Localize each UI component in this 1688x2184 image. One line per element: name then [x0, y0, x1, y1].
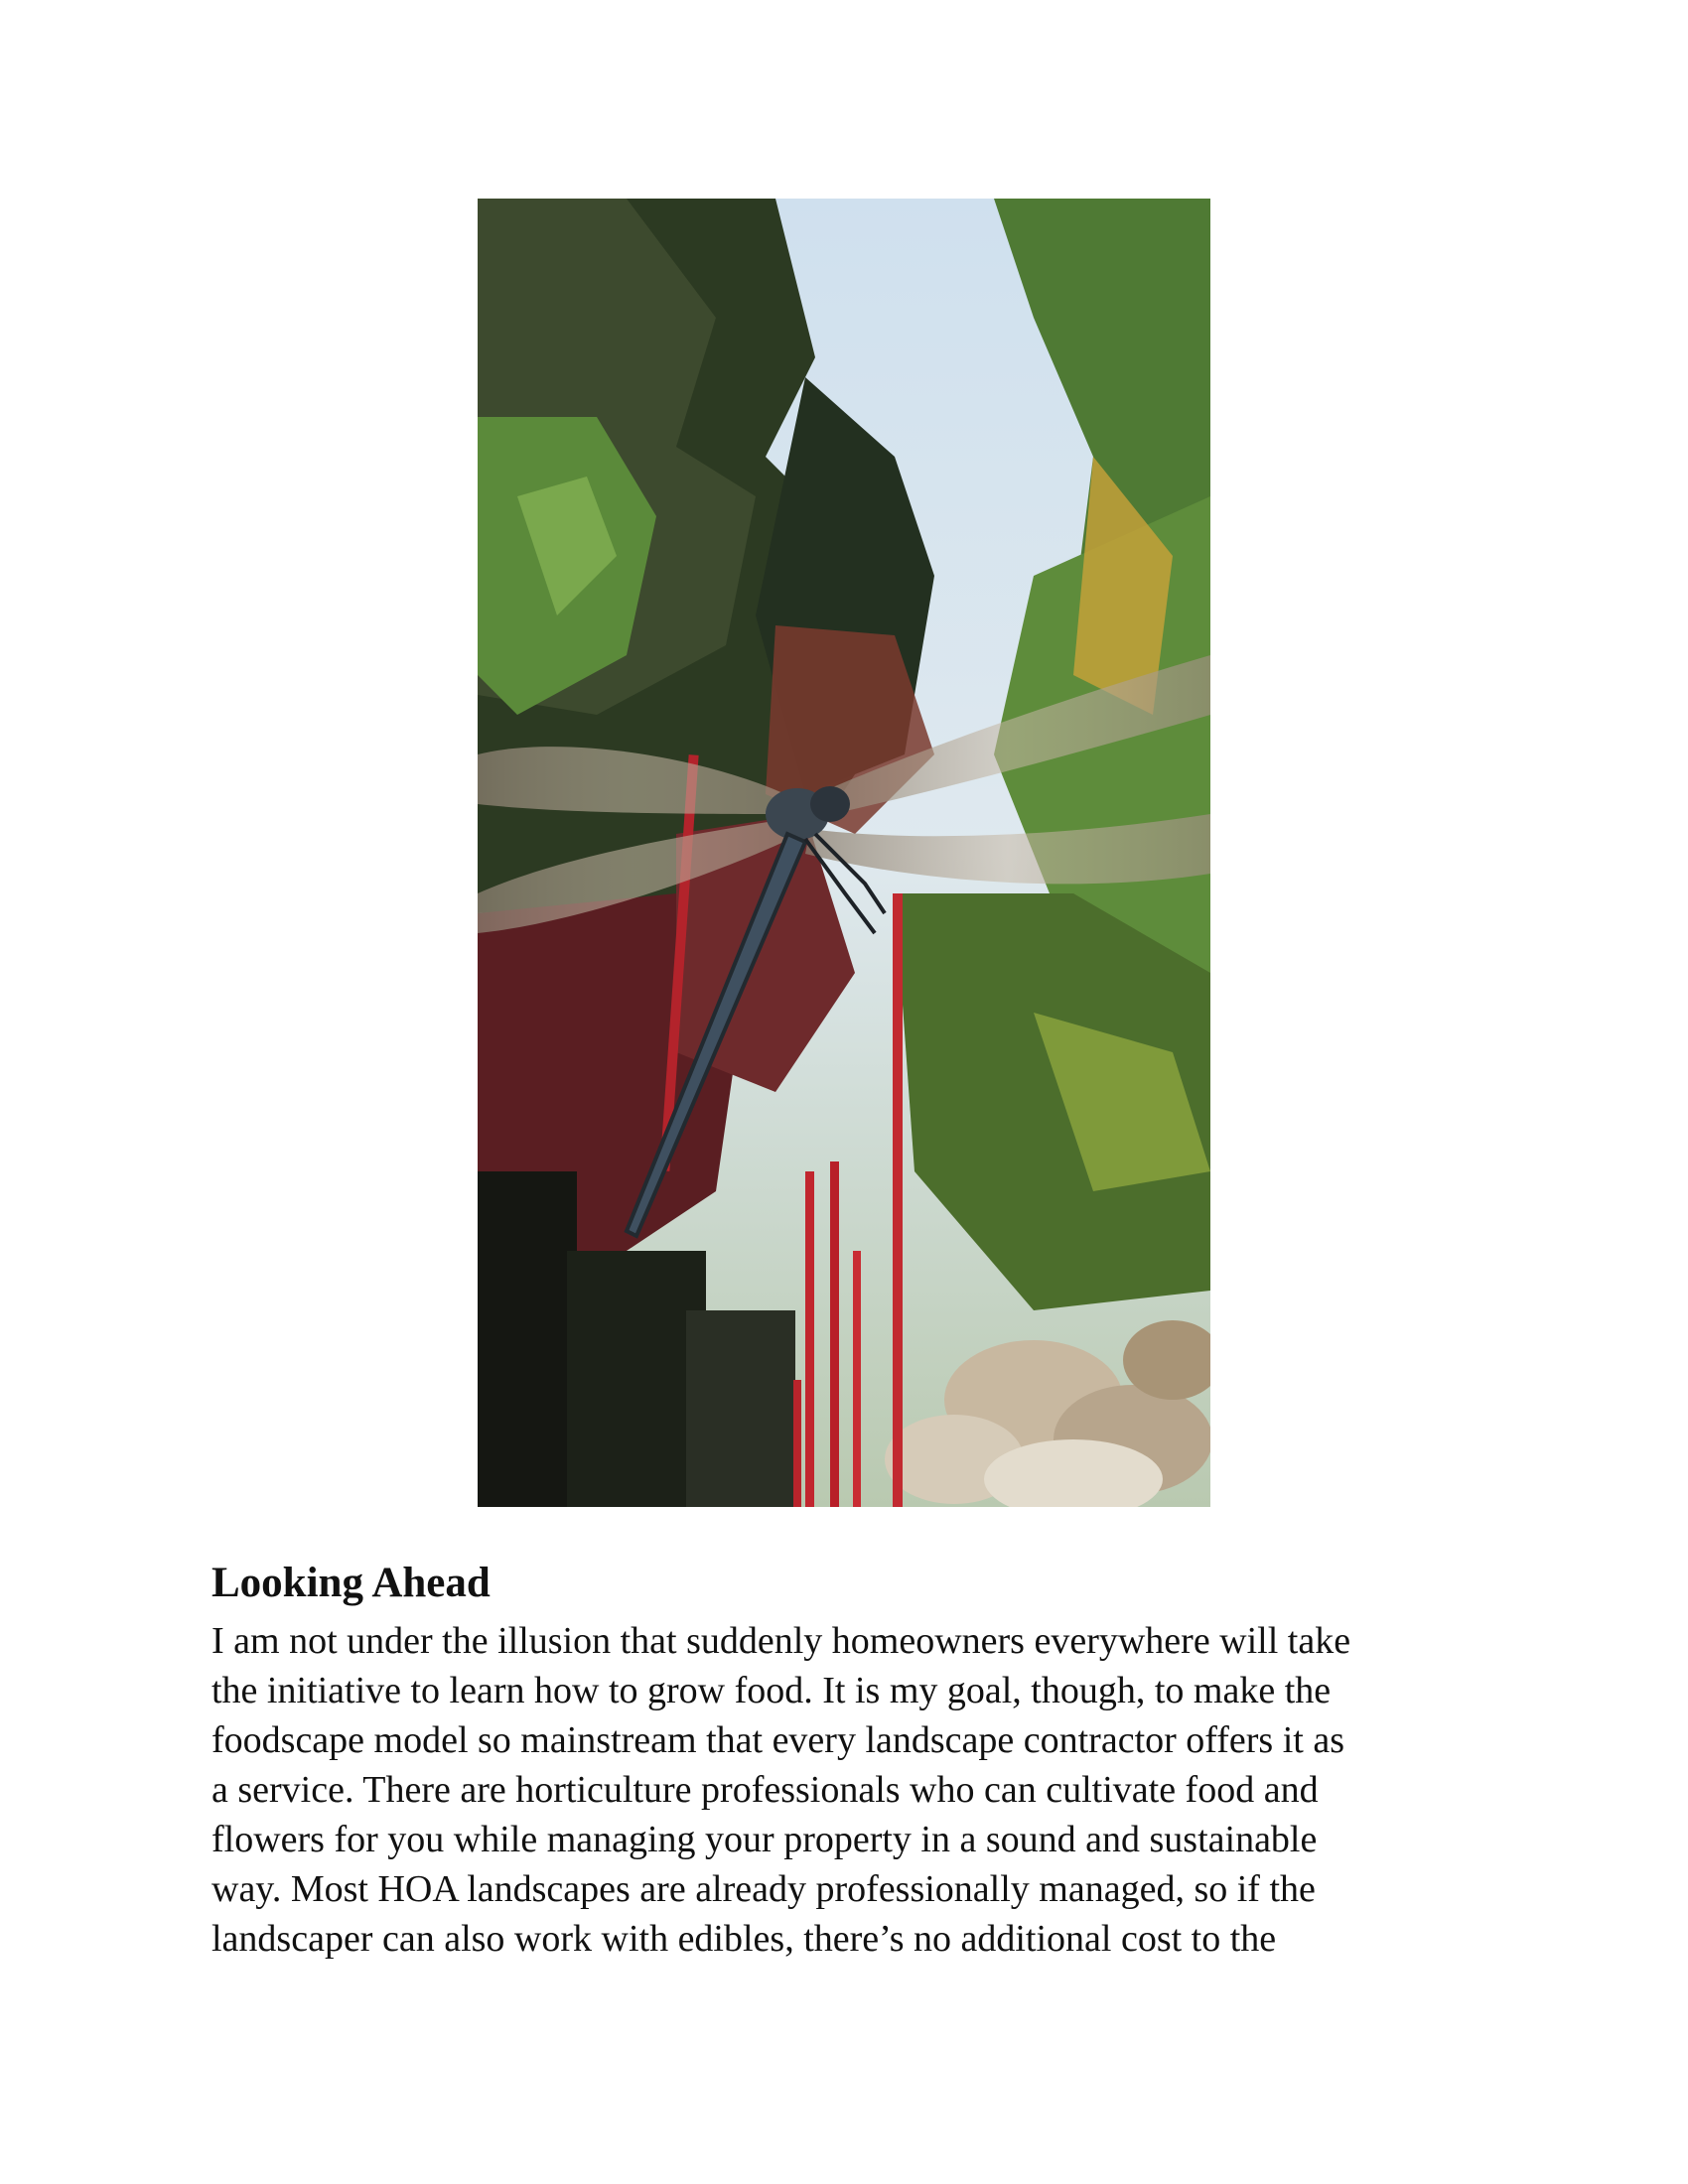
- paragraph-line: flowers for you while managing your property in a sound and sustainable: [211, 1819, 1318, 1860]
- dragonfly-photo: [478, 199, 1210, 1507]
- paragraph-line: way. Most HOA landscapes are already professionally managed, so if the: [211, 1868, 1316, 1910]
- paragraph-line: I am not under the illusion that suddenly homeowners everywhere will take: [211, 1620, 1351, 1662]
- paragraph-line: the initiative to learn how to grow food. It is my goal, though, to make the: [211, 1670, 1332, 1711]
- body-paragraph: [211, 1616, 1502, 1964]
- dragonfly-photo-illustration: [478, 199, 1210, 1507]
- section-heading: Looking Ahead: [211, 1560, 491, 1606]
- paragraph-line: foodscape model so mainstream that every landscape contractor offers it as: [211, 1719, 1344, 1761]
- paragraph-line: a service. There are horticulture professionals who can cultivate food and: [211, 1769, 1319, 1811]
- paragraph-line: landscaper can also work with edibles, there’s no additional cost to the: [211, 1918, 1277, 1960]
